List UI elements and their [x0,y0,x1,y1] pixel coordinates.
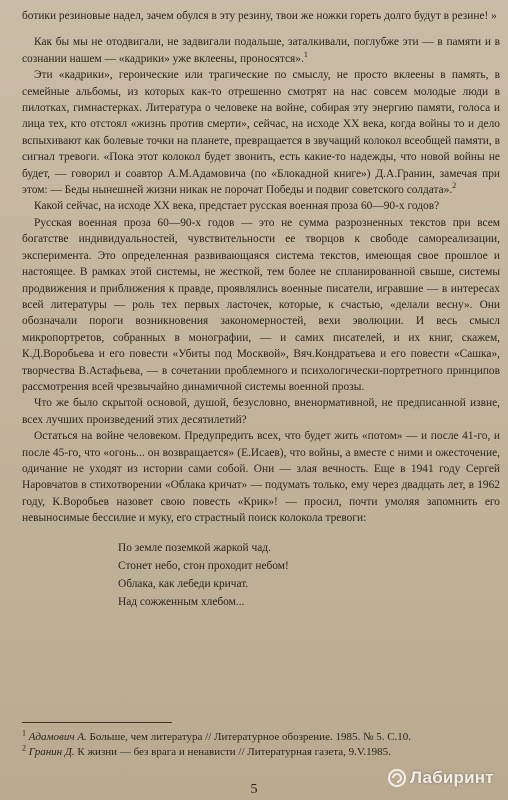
main-text [22,8,500,611]
footnote-text: Больше, чем литература // Литературное обозрение. 1985. № 5. С.10. [89,731,412,743]
paragraph-text: Как бы мы не отодвигали, не задвигали подальше, заталкивали, поглубже эти — в памяти и в сознании нашем — «кадрики» уже вклеены, проносятся». [22,36,500,65]
paragraph-text: Эти «кадрики», героические или трагические по смыслу, не просто вклеены в память, в семейные альбомы, из которых как-то отрешенно смотрят на нас совсем молодые люди в пилотках, гимнастерках. Литература о человеке на войне, собирая эту энергию памяти, голоса и лица тех, кто отстоял «жизнь против смерти», сейчас, на исходе XX века, когда войны то и дело вспыхивают как болевые точки на планете, превращается в звучащий колокол всеобщей памяти, в сигнал тревоги. «Пока этот колокол будет звонить, есть какие-то надежды, что новой войны не будет, — говорил и соавтор А.М.Адамовича (по «Блокадной книге») Д.А.Гранин, замечая при этом: — Беды нынешней жизни никак не порочат Победы и подвиг советского солдата». [22,69,500,197]
poem-line: Стонет небо, стон проходит небом! [118,559,289,572]
paragraph [22,215,500,395]
footnotes [22,730,508,760]
paragraph-text: Остаться на войне человеком. Предупредить всех, что будет жить «потом» — и после 41-го, и после 45-го, что «огонь... он возвращается» (Е.Исаев), что войны, а вместе с ними и ожесточение, одичание не уходят из истории сами собой. Они — злая вечность. Еще в 1941 году Сергей Наровчатов в стихотворении «Облака кричат» — подумать только, ему через двадцать лет, в 1962 году, К.Воробьев назовет свою повесть «Крик»! — просил, почти умоляя запомнить его невыносимые бессилие и муку, его страстный поиск колокола тревоги: [22,430,500,525]
paragraph [22,8,500,24]
footnote-author: Адамович А. [28,731,87,743]
footnote-author: Гранин Д. [28,746,75,758]
paragraph-text: Что же было скрытой основой, душой, безусловно, вненормативной, не предписанной извне, всех лучших произведений этих десятилетий? [22,397,500,426]
paragraph-text: Русская военная проза 60—90-х годов — это не сумма разрозненных текстов при всем богатстве индивидуальностей, чувствительности ее творцов к свободе самореализации, эксперимента. Это определенная развивающаяся система текстов, имеющая свое прошлое и настоящее. В рамках этой системы, не жесткой, тем более не спланированной свыше, системы продвижения и приближения к правде, проявлялись военные писатели, игравшие — в интересах всей литературы — роль тех первых ласточек, которые, к счастью, «делали весну». Они обозначали пороги возникновения закономерностей, вехи эволюции. И весь смысл микропортретов, собранных в монографии, — и самих писателей, и их книг, скажем, К.Д.Воробьева и его повести «Убиты под Москвой», Вяч.Кондратьева и его повести «Сашка», творчества В.Астафьева, — в сочетании проблемного и психологически-портретного принципов рассмотрения всей чрезвычайно динамичной системы военной прозы. [22,216,500,393]
footnote-number: 1 [22,728,26,738]
poem-line: Над сожженным хлебом... [118,595,245,608]
paragraph [22,428,500,526]
footnote-mark: 1 [303,50,308,60]
footnote-mark: 2 [452,181,457,191]
paragraph [22,67,500,198]
paragraph [22,198,500,214]
footnote [22,730,508,745]
paragraph [22,395,500,428]
paragraph-text: Какой сейчас, на исходе XX века, предстает русская военная проза 60—90-х годов? [34,200,440,213]
paragraph [22,34,500,67]
footnote-divider [22,722,172,723]
poem-line: Облака, как лебеди кричат. [118,577,249,590]
watermark-text: Лабиринт [410,768,494,787]
poem-line: По земле поземкой жаркой чад. [118,541,271,554]
footnote [22,745,508,760]
poem [118,539,500,611]
footnote-text: К жизни — без врага и ненависти // Литературная газета, 9.V.1985. [77,746,391,758]
footnote-number: 2 [22,743,26,753]
page-number: 5 [250,782,258,797]
paragraph-text: ботики резиновые надел, зачем обулся в эту резину, твои же ножки гореть долго будут в резине! » [22,10,497,22]
